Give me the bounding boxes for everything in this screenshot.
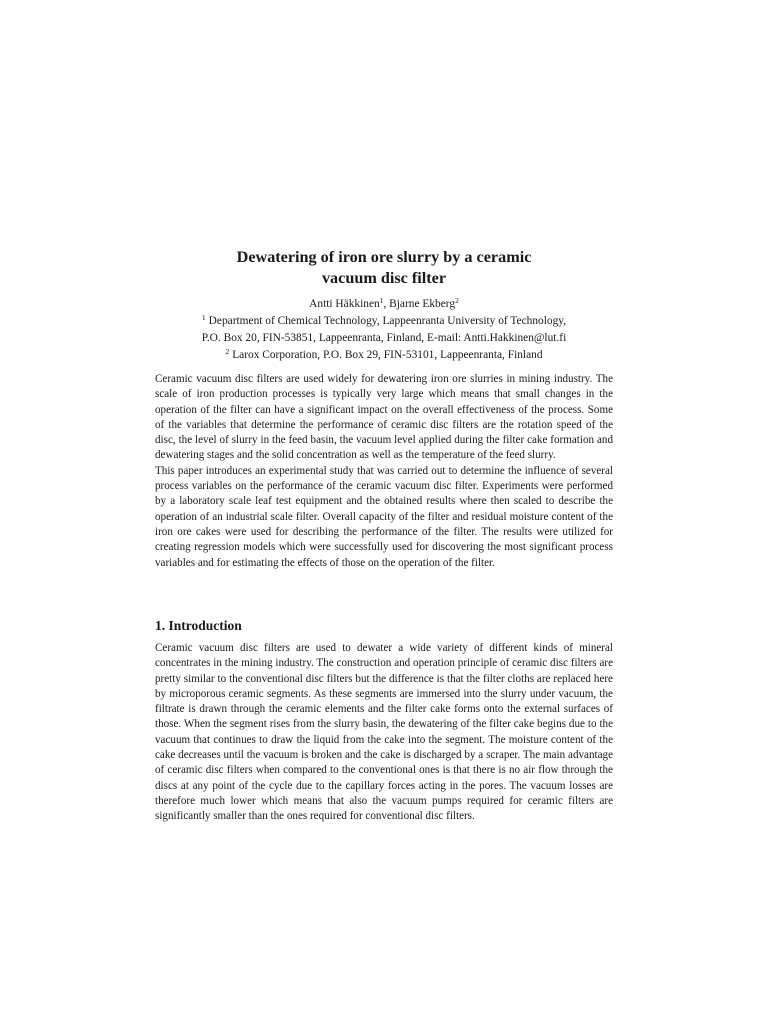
introduction-paragraph-1: Ceramic vacuum disc filters are used to dewater a wide variety of different kinds of mineral concentrates in the mining industry. The construction and operation principle of ceramic disc filters are pretty similar to the conventional disc filters but the difference is that the filter cloths are replaced here by microporous ceramic segments. As these segments are immersed into the slurry under vacuum, the filtrate is drawn through the ceramic elements and the filter cake forms onto the external surfaces of those. When the segment rises from the slurry basin, the dewatering of the filter cake begins due to the vacuum that continues to draw the liquid from the cake into the segment. The moisture content of the cake decreases until the vacuum is broken and the cake is discharged by a scraper. The main advantage of ceramic disc filters when compared to the conventional ones is that there is no air flow through the discs at any point of the cycle due to the capillary forces acting in the pores. The vacuum losses are therefore much lower which means that also the vacuum pumps required for ceramic filters are significantly smaller than the ones required for conventional disc filters. [155,642,613,823]
affiliation-1-text: Department of Chemical Technology, Lappeenranta University of Technology, [208,315,567,327]
author-block [154,296,614,364]
author-1-affiliation-marker: 1 [379,296,384,305]
author-2-affiliation-marker: 2 [455,296,459,305]
abstract-paragraph-1: Ceramic vacuum disc filters are used widely for dewatering iron ore slurries in mining industry. The scale of iron production processes is typically very large which means that small changes in the operation of the filter can have a significant impact on the overall effectiveness of the process. Some of the variables that determine the performance of ceramic disc filters are the rotation speed of the disc, the level of slurry in the feed basin, the vacuum level applied during the filter cake formation and dewatering stages and the solid concentration as well as the temperature of the feed slurry. [155,373,613,462]
paper-title [154,247,614,288]
paper-title-line-1: Dewatering of iron ore slurry by a ceramic [236,248,532,266]
affiliation-2-text: Larox Corporation, P.O. Box 29, FIN-53101, Lappeenranta, Finland [232,349,543,361]
section-heading-introduction: 1. Introduction [155,618,242,633]
author-name-2: Bjarne Ekberg [389,298,456,310]
affiliation-1-marker: 1 [201,313,206,322]
introduction-body [155,641,613,825]
paper-title-line-2: vacuum disc filter [321,268,447,287]
affiliation-1-line-2: P.O. Box 20, FIN-53851, Lappeenranta, Finland, E-mail: Antti.Hakkinen@lut.fi [201,332,567,344]
affiliation-2-line-1 [154,347,614,364]
author-separator: , [383,298,390,310]
affiliation-2-marker: 2 [225,347,230,356]
affiliation-1-line-1 [154,313,614,330]
author-name-1: Antti Häkkinen [309,298,380,310]
author-line [154,296,614,313]
abstract [155,372,613,571]
abstract-paragraph-2: This paper introduces an experimental study that was carried out to determine the influence of several process variables on the performance of the ceramic vacuum disc filter. Experiments were performed by a laboratory scale leaf test equipment and the obtained results where then scaled to describe the operation of an industrial scale filter. Overall capacity of the filter and residual moisture content of the iron ore cakes were used for describing the performance of the filter. The results were utilized for creating regression models which were successfully used for discovering the most significant process variables and for estimating the effects of those on the operation of the filter. [155,464,613,569]
